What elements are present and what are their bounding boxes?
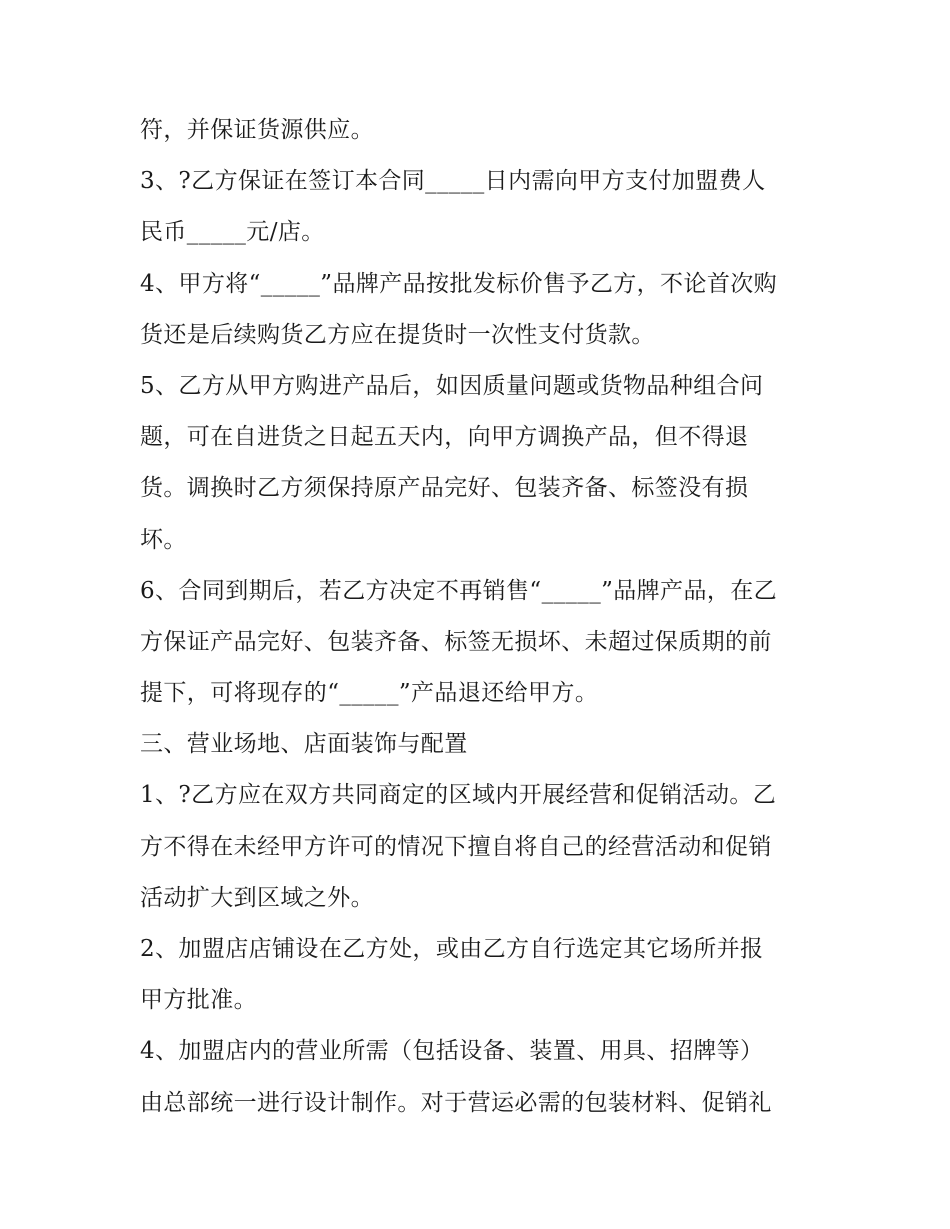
text-line: 货还是后续购货乙方应在提货时一次性支付货款。 — [140, 321, 655, 348]
text-line: 方保证产品完好、包装齐备、标签无损坏、未超过保质期的前 — [140, 628, 772, 655]
text-line: 方不得在未经甲方许可的情况下擅自将自己的经营活动和促销 — [140, 833, 772, 860]
text-line: 符，并保证货源供应。 — [140, 117, 374, 143]
text-line: 提下，可将现存的“_____”产品退还给甲方。 — [140, 680, 599, 707]
text-line: 1、?乙方应在双方共同商定的区域内开展经营和促销活动。乙 — [140, 782, 777, 809]
text-line: 坏。 — [140, 526, 187, 553]
text-line: 4、加盟店内的营业所需（包括设备、装置、用具、招牌等） — [140, 1038, 764, 1065]
text-line: 由总部统一进行设计制作。对于营运必需的包装材料、促销礼 — [140, 1089, 772, 1116]
document-body — [140, 105, 820, 1129]
text-line: 甲方批准。 — [140, 987, 257, 1014]
text-line: 4、甲方将“_____”品牌产品按批发标价售予乙方，不论首次购 — [140, 270, 778, 297]
text-line: 5、乙方从甲方购进产品后，如因质量问题或货物品种组合问 — [140, 372, 764, 399]
text-line: 3、?乙方保证在签订本合同_____日内需向甲方支付加盟费人 — [140, 168, 766, 195]
text-line: 民币_____元/店。 — [140, 219, 325, 246]
section-heading: 三、营业场地、店面装饰与配置 — [140, 731, 468, 758]
text-line: 活动扩大到区域之外。 — [140, 884, 374, 911]
text-line: 6、合同到期后，若乙方决定不再销售“_____”品牌产品，在乙 — [140, 577, 778, 604]
text-line: 题，可在自进货之日起五天内，向甲方调换产品，但不得退 — [140, 424, 749, 451]
text-line: 货。调换时乙方须保持原产品完好、包装齐备、标签没有损 — [140, 475, 749, 502]
text-line: 2、加盟店店铺设在乙方处，或由乙方自行选定其它场所并报 — [140, 936, 764, 962]
